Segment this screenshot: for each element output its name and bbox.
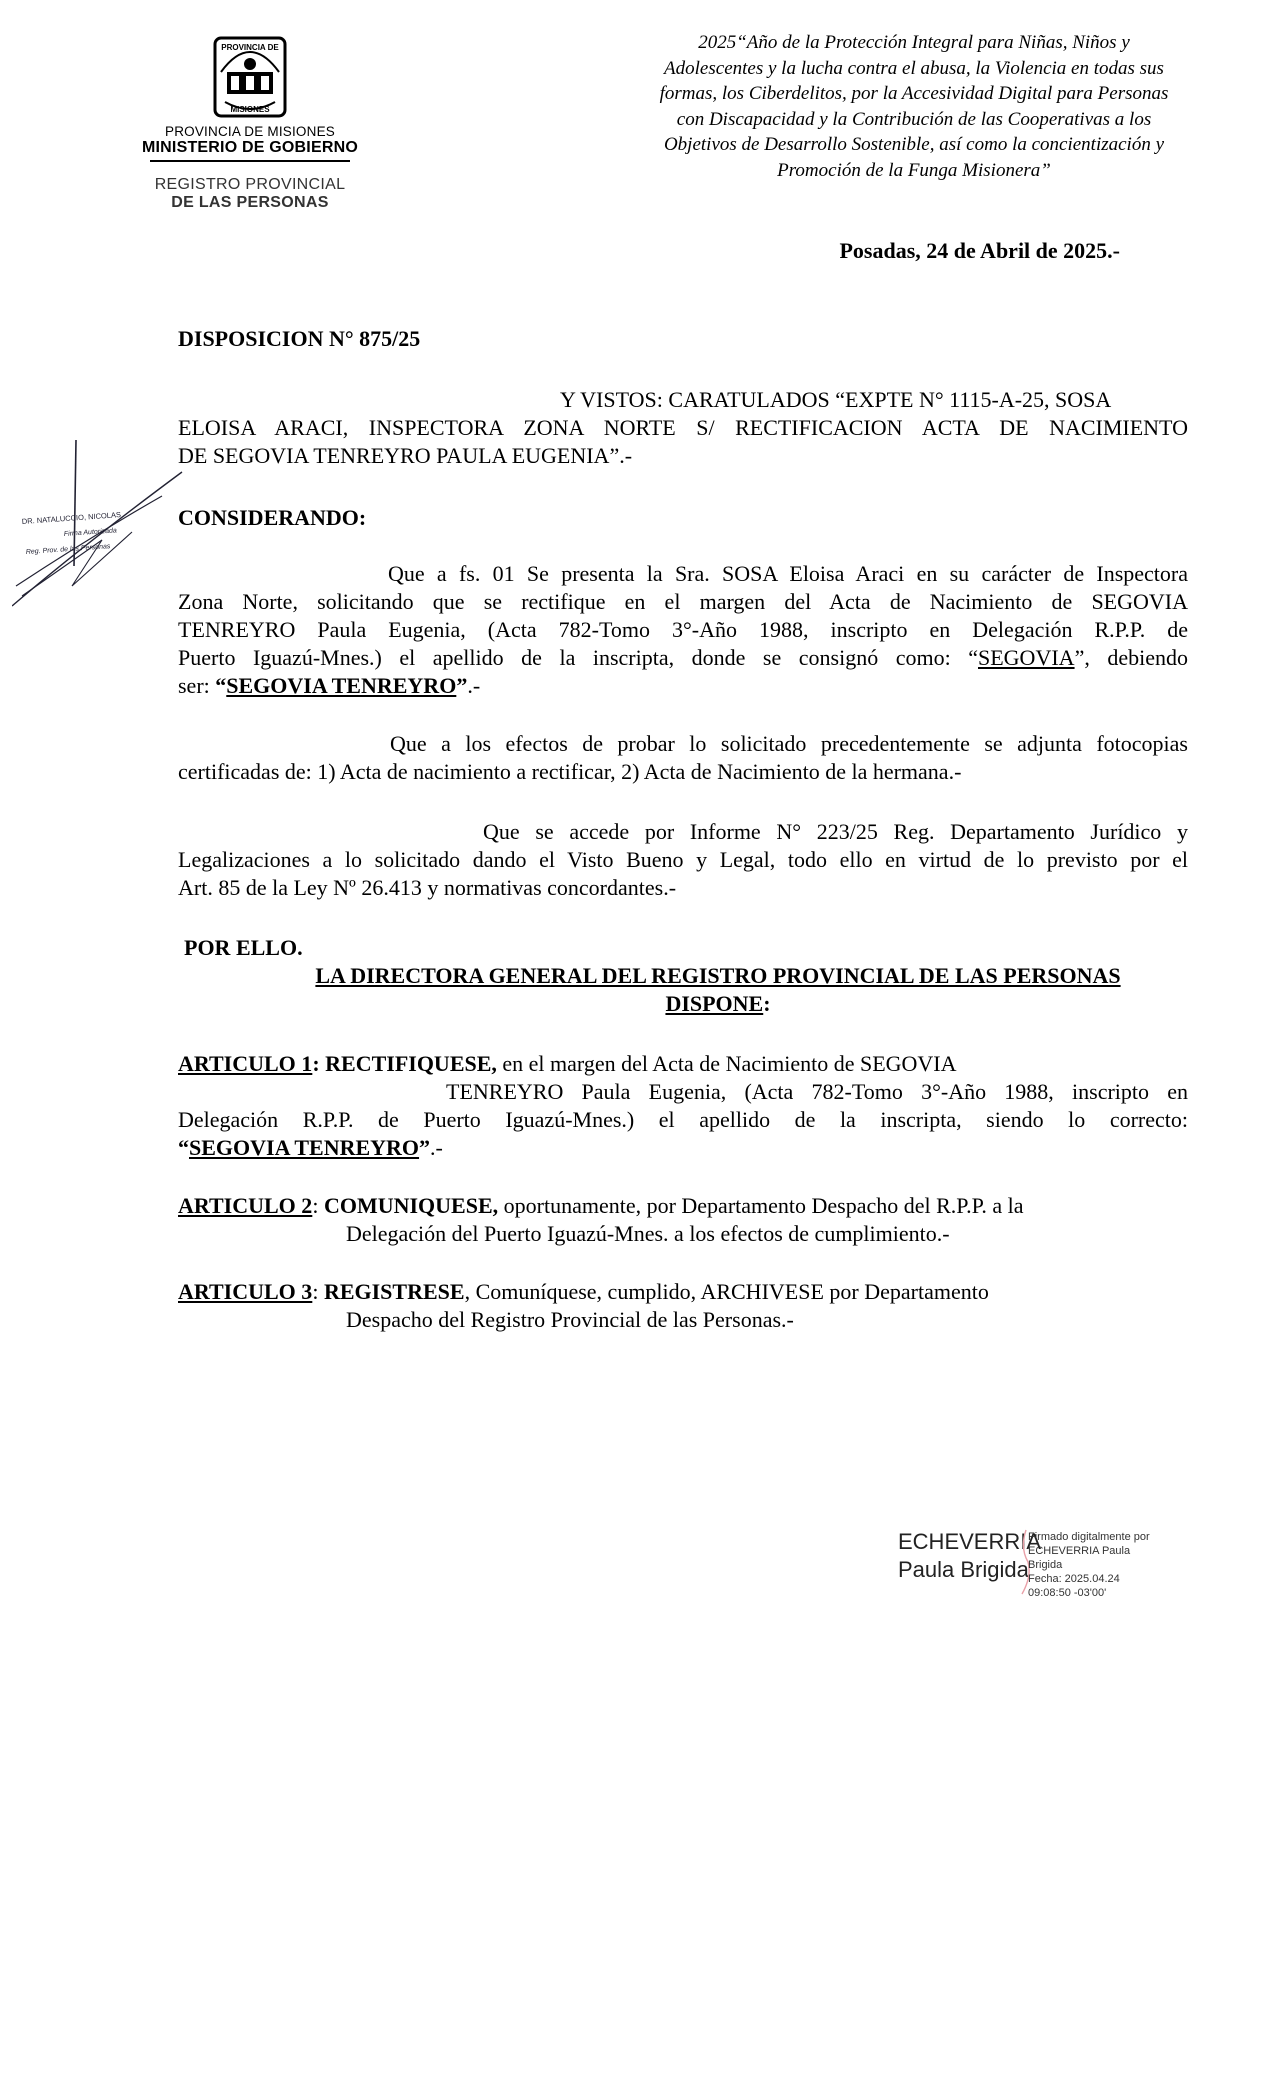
a1-line: Delegación R.P.P. de Puerto Iguazú-Mnes.) el apellido de la inscripta, siendo lo correcto:: [178, 1107, 1188, 1132]
considerando-heading: CONSIDERANDO:: [178, 505, 367, 530]
a1-line: [178, 1050, 1188, 1078]
articulo-1: [178, 1050, 1188, 1162]
sig-meta-line: Brigida: [1028, 1559, 1063, 1571]
article-label: ARTICULO 3: [178, 1279, 313, 1304]
signer-surname: ECHEVERRIA: [898, 1529, 1042, 1554]
motto-line: Objetivos de Desarrollo Sostenible, así como la concientización y: [663, 134, 1165, 155]
article-label: ARTICULO 2: [178, 1193, 313, 1218]
article-colon: :: [312, 1193, 324, 1218]
dispone-line: [178, 990, 1188, 1018]
article-action: COMUNIQUESE,: [323, 1193, 499, 1218]
a1-quote: ”: [419, 1135, 431, 1160]
seal-top-text: PROVINCIA DE: [221, 43, 279, 52]
p2-line: Que a los efectos de probar lo solicitado precedentemente se adjunta fotocopias: [390, 731, 1188, 756]
p1-line: [178, 644, 1188, 672]
p1-line: Zona Norte, solicitando que se rectifique en el margen del Acta de Nacimiento de SEGOVIA: [178, 589, 1188, 614]
p3-line: Que se accede por Informe N° 223/25 Reg. Departamento Jurídico y: [483, 819, 1188, 844]
a1-text: .-: [430, 1135, 443, 1160]
articulo-3: [178, 1278, 1188, 1334]
article-action: REGISTRESE: [323, 1279, 465, 1304]
p1-line: [178, 672, 1188, 700]
paragraph-1: [178, 560, 1188, 700]
article-label: ARTICULO 1: [178, 1051, 313, 1076]
p2-line: certificadas de: 1) Acta de nacimiento a rectificar, 2) Acta de Nacimiento de la hermana.-: [178, 759, 962, 784]
a3-line: Despacho del Registro Provincial de las Personas.-: [346, 1307, 794, 1332]
p3-line: Legalizaciones a lo solicitado dando el Visto Bueno y Legal, todo ello en virtud de lo previsto por el: [178, 847, 1188, 872]
paragraph-2: [178, 730, 1188, 786]
p1-text: .-: [467, 673, 481, 698]
a2-line: Delegación del Puerto Iguazú-Mnes. a los efectos de cumplimiento.-: [346, 1221, 950, 1246]
por-ello: POR ELLO.: [184, 935, 303, 960]
a2-line: [178, 1192, 1188, 1220]
registry-line-1: REGISTRO PROVINCIAL: [154, 176, 346, 193]
stamp-line-1: DR. NATALUCCIO, NICOLAS: [21, 510, 122, 526]
motto-line: Adolescentes y la lucha contra el abusa, la Violencia en todas sus: [664, 57, 1164, 79]
registry-line-2: DE LAS PERSONAS: [171, 194, 329, 211]
a3-line: [178, 1278, 1188, 1306]
margin-stamp: [12, 436, 192, 621]
vistos-line: ELOISA ARACI, INSPECTORA ZONA NORTE S/ RECTIFICACION ACTA DE NACIMIENTO: [178, 415, 1188, 440]
vistos-line: Y VISTOS: CARATULADOS “EXPTE N° 1115-A-25, SOSA: [560, 387, 1112, 412]
p1-underlined-surname: SEGOVIA: [978, 645, 1075, 670]
motto-line: 2025“Año de la Protección Integral para Niñas, Niños y: [698, 32, 1130, 53]
sig-meta-line: Fecha: 2025.04.24: [1028, 1573, 1120, 1585]
stamp-line-3: Reg. Prov. de las Personas: [25, 543, 111, 556]
signature-metadata: [1028, 1530, 1208, 1600]
document-date: Posadas, 24 de Abril de 2025.-: [839, 238, 1120, 263]
year-motto: [620, 30, 1208, 183]
dispone-colon: :: [763, 991, 771, 1016]
ministry-name: MINISTERIO DE GOBIERNO: [142, 139, 358, 156]
sig-meta-line: 09:08:50 -03'00': [1028, 1587, 1107, 1599]
handwritten-signature-icon: [12, 436, 192, 616]
motto-line: con Discapacidad y la Contribución de las Cooperativas a los: [676, 108, 1152, 130]
a1-line: [178, 1134, 1188, 1162]
article-text: en el margen del Acta de Nacimiento de SEGOVIA: [496, 1051, 957, 1076]
p1-quote: ”: [456, 673, 468, 698]
articulo-2: [178, 1192, 1188, 1248]
seal-bottom-text: MISIONES: [230, 105, 270, 114]
p1-text: Puerto Iguazú-Mnes.) el apellido de la inscripta, donde se consignó como: “: [178, 645, 978, 670]
a1-quote: “: [178, 1135, 189, 1160]
vistos-line: DE SEGOVIA TENREYRO PAULA EUGENIA”.-: [178, 443, 633, 468]
resolution-heading: [178, 962, 1188, 1018]
article-colon: :: [312, 1279, 324, 1304]
a1-line: TENREYRO Paula Eugenia, (Acta 782-Tomo 3°-Año 1988, inscripto en: [446, 1079, 1188, 1104]
p3-line: Art. 85 de la Ley Nº 26.413 y normativas concordantes.-: [178, 875, 677, 900]
paragraph-3: [178, 818, 1188, 902]
vistos-section: [178, 386, 1188, 470]
ministry-underline: [150, 160, 350, 162]
header-logo-block: [120, 32, 380, 212]
province-name: PROVINCIA DE MISIONES: [165, 124, 335, 139]
directora-line: LA DIRECTORA GENERAL DEL REGISTRO PROVINCIAL DE LAS PERSONAS: [315, 963, 1121, 988]
stamp-line-2: Firma Autorizada: [63, 527, 118, 538]
signer-given-names: Paula Brigida: [898, 1557, 1029, 1582]
sig-meta-line: Firmado digitalmente por: [1028, 1531, 1150, 1543]
article-action: : RECTIFIQUESE,: [312, 1051, 497, 1076]
motto-line: Promoción de la Funga Misionera”: [777, 159, 1051, 181]
p1-text: ”, debiendo: [1074, 645, 1188, 670]
motto-line: formas, los Ciberdelitos, por la Accesividad Digital para Personas: [659, 83, 1169, 104]
p1-quote: “: [215, 673, 227, 698]
p1-correct-surname: SEGOVIA TENREYRO: [226, 673, 457, 698]
article-text: , Comuníquese, cumplido, ARCHIVESE por Departamento: [464, 1279, 989, 1304]
a1-correct-surname: SEGOVIA TENREYRO: [189, 1135, 420, 1160]
provincial-seal-icon: [207, 32, 293, 120]
p1-line: Que a fs. 01 Se presenta la Sra. SOSA Eloisa Araci en su carácter de Inspectora: [388, 561, 1188, 586]
disposition-title: DISPOSICION N° 875/25: [178, 326, 421, 351]
sig-meta-line: ECHEVERRIA Paula: [1028, 1545, 1131, 1557]
article-text: oportunamente, por Departamento Despacho del R.P.P. a la: [498, 1193, 1024, 1218]
p1-line: TENREYRO Paula Eugenia, (Acta 782-Tomo 3°-Año 1988, inscripto en Delegación R.P.P. de: [178, 617, 1188, 642]
dispone-word: DISPONE: [665, 991, 764, 1016]
p1-text: ser:: [178, 673, 216, 698]
